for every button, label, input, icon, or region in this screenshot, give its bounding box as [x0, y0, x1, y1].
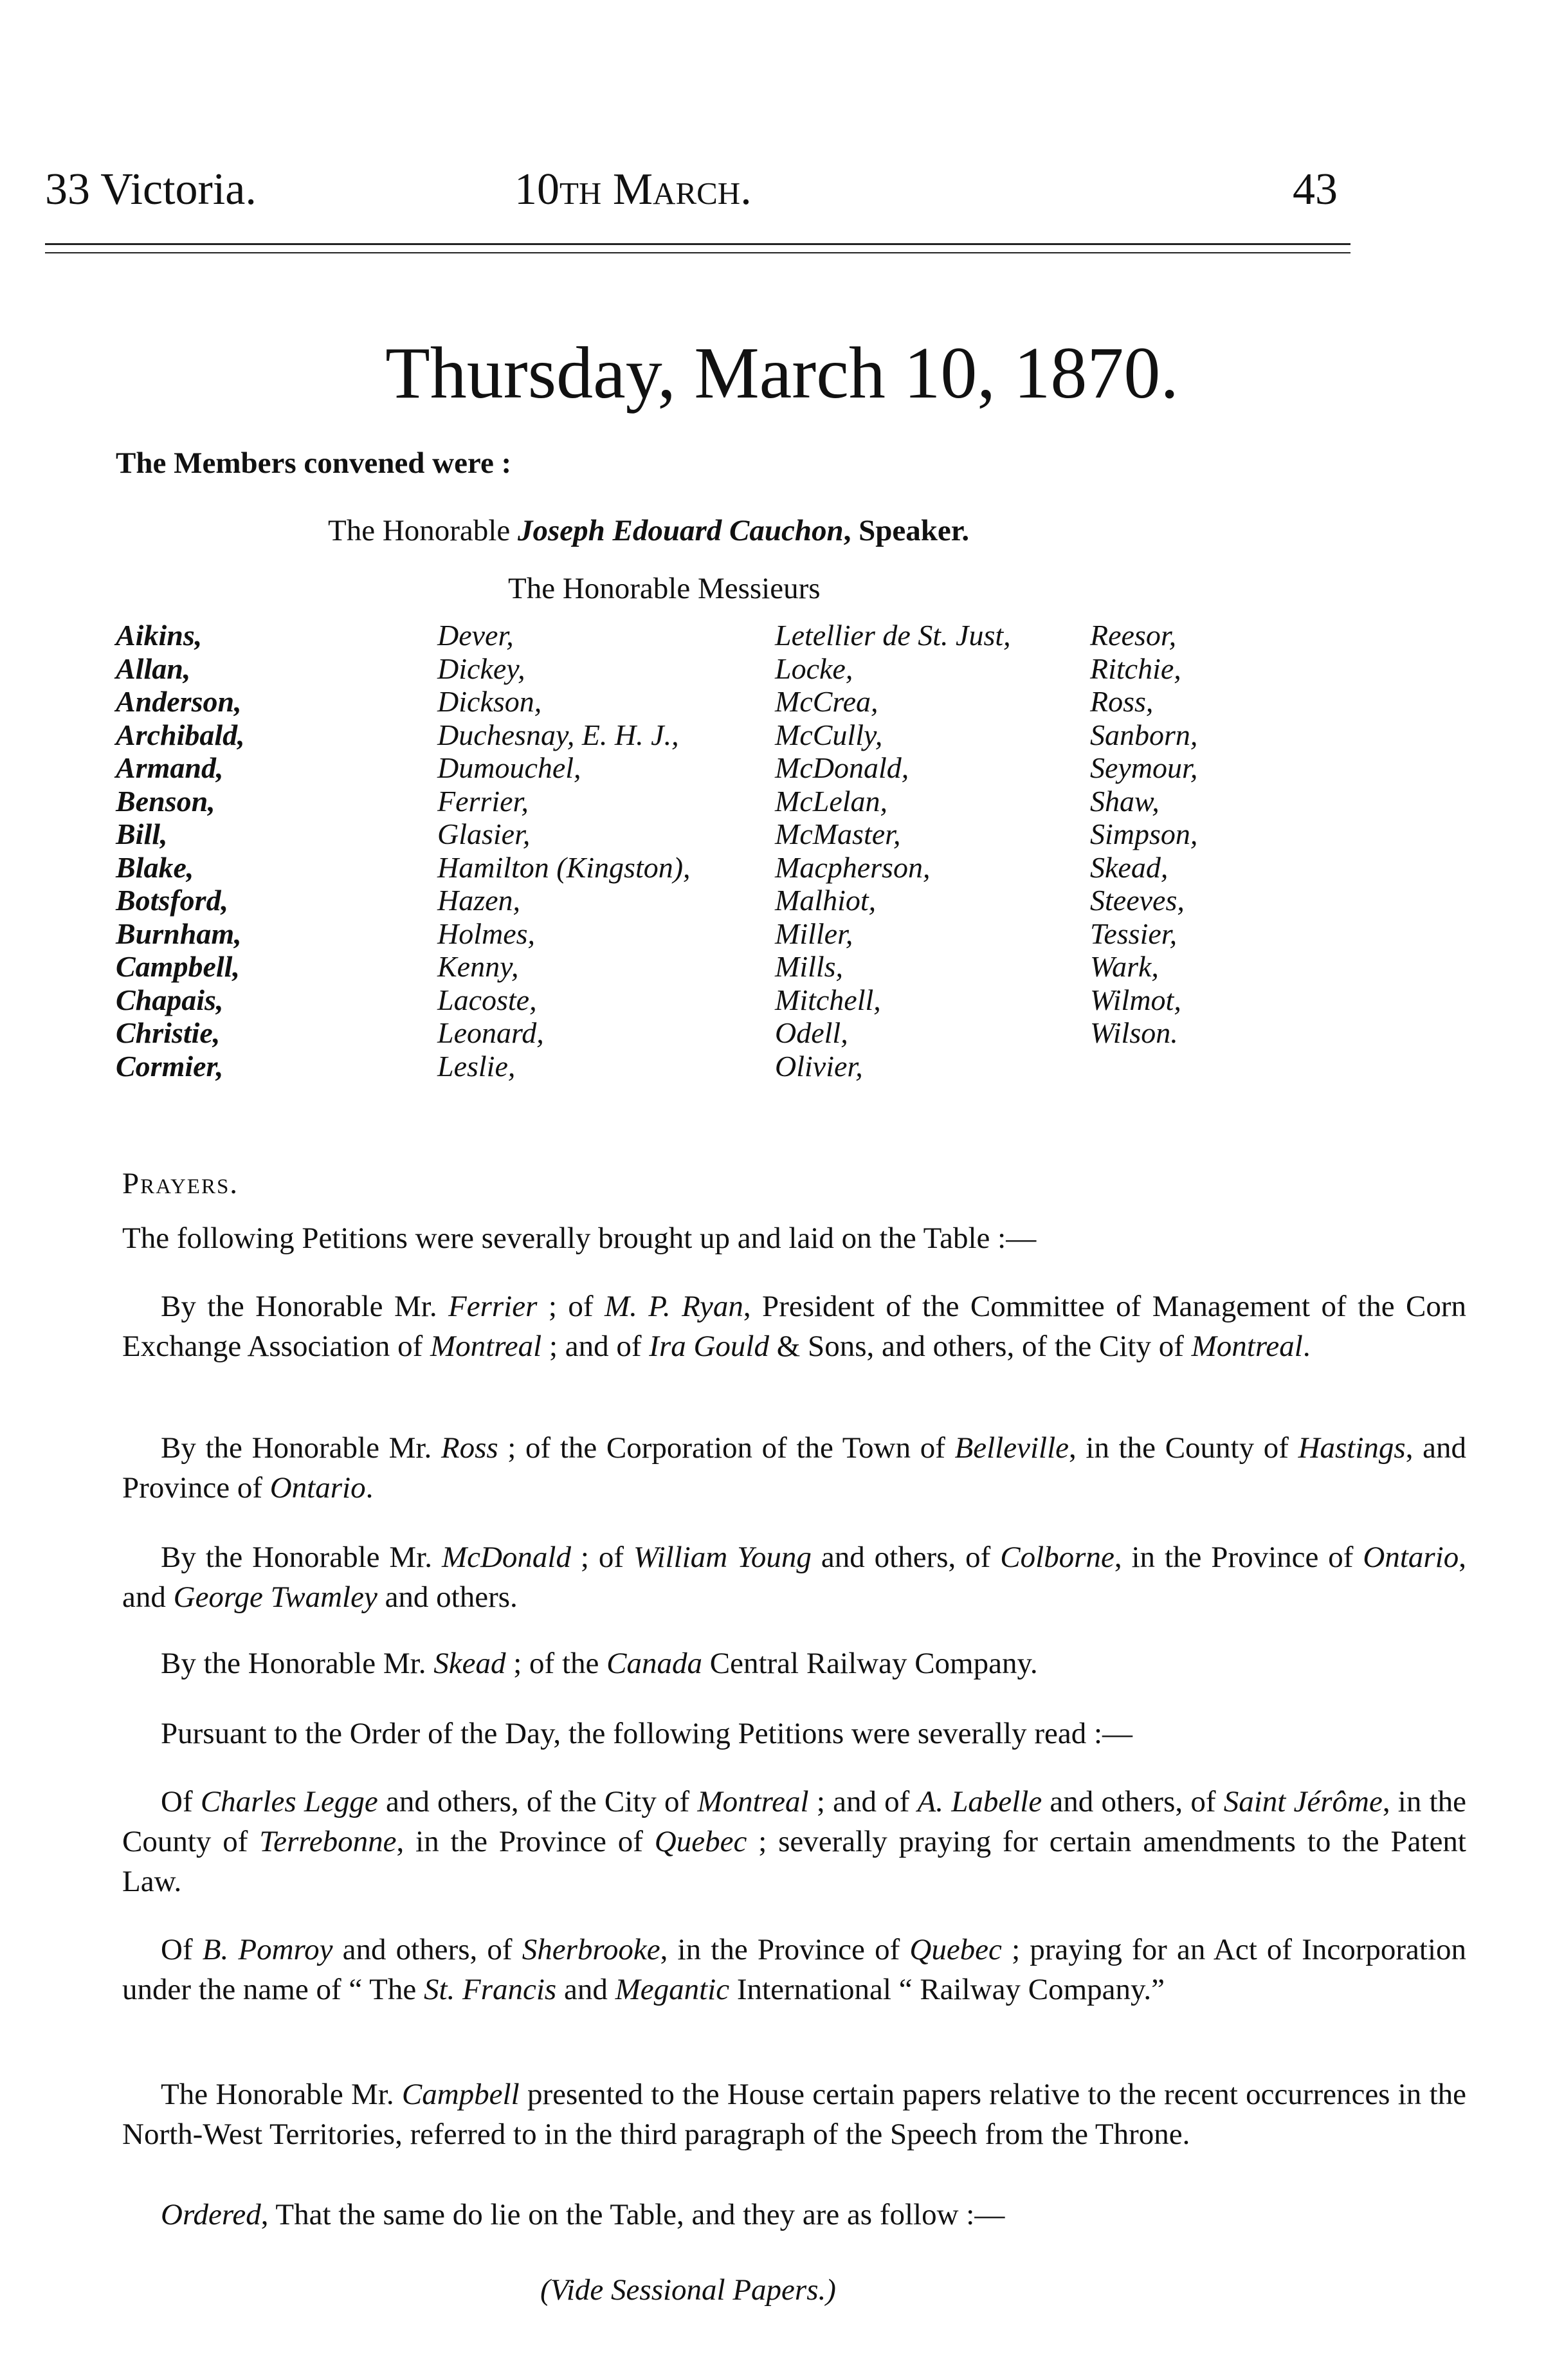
petition-paragraph-skead: By the Honorable Mr. Skead ; of the Canada Central Railway Company.: [161, 1647, 1038, 1680]
petition-paragraph-ross: By the Honorable Mr. Ross ; of the Corporation of the Town of Belleville, in the County of Hastings, and Province of Ontario.: [122, 1431, 1466, 1505]
member-name: Macpherson,: [775, 850, 931, 884]
member-name: McLelan,: [775, 784, 888, 818]
member-name: McMaster,: [775, 818, 901, 850]
member-name: Wark,: [1090, 950, 1159, 983]
header-rule-top: [45, 243, 1350, 245]
vide-sessional-papers: (Vide Sessional Papers.): [540, 2273, 836, 2307]
member-name: Malhiot,: [775, 884, 877, 917]
member-name: McCrea,: [775, 685, 878, 718]
member-name: Ross,: [1090, 685, 1154, 718]
members-convened-line: The Members convened were :: [116, 446, 512, 480]
speaker-suffix: , Speaker.: [843, 514, 970, 547]
speaker-line: [328, 511, 969, 550]
ordered-paragraph: Ordered, That the same do lie on the Table, and they are as follow :—: [161, 2198, 1005, 2231]
members-column-4: [1090, 619, 1197, 1050]
campbell-papers-paragraph: The Honorable Mr. Campbell presented to the House certain papers relative to the recent occurrences in the North-West Territories, referred to in the third paragraph of the Speech from the Throne.: [122, 2078, 1467, 2151]
speaker-name: Joseph Edouard Cauchon: [517, 514, 844, 547]
member-name: Dever,: [437, 619, 514, 652]
member-name: Leslie,: [437, 1049, 516, 1083]
member-name: Kenny,: [437, 950, 519, 983]
running-header-date: 10th March.: [514, 165, 752, 214]
member-name: Reesor,: [1090, 619, 1177, 652]
member-name: Duchesnay, E. H. J.,: [437, 718, 679, 751]
member-name: Armand,: [116, 751, 224, 784]
member-name: Odell,: [775, 1016, 848, 1049]
member-name: Skead,: [1090, 850, 1168, 884]
speaker-prefix: The Honorable: [328, 514, 518, 547]
members-column-1: [116, 619, 245, 1083]
member-name: Lacoste,: [437, 983, 537, 1016]
member-name: Locke,: [775, 652, 853, 685]
member-name: Glasier,: [437, 818, 531, 850]
member-name: Bill,: [116, 818, 168, 850]
member-name: Seymour,: [1090, 751, 1198, 784]
member-name: Miller,: [775, 917, 853, 950]
header-rule-bottom: [45, 252, 1350, 253]
member-name: Holmes,: [437, 917, 536, 950]
member-name: Dickey,: [437, 652, 525, 685]
page-title: Thursday, March 10, 1870.: [385, 332, 1179, 414]
member-name: Leonard,: [437, 1016, 544, 1049]
petitions-brought-line: The following Petitions were severally brought up and laid on the Table :—: [122, 1222, 1037, 1255]
member-name: Letellier de St. Just,: [775, 619, 1011, 652]
prayers-heading: Prayers.: [122, 1167, 239, 1200]
member-name: Aikins,: [116, 619, 203, 652]
member-name: Wilson.: [1090, 1016, 1178, 1049]
member-name: Hazen,: [437, 884, 521, 917]
member-name: Ritchie,: [1090, 652, 1181, 685]
member-name: Olivier,: [775, 1049, 863, 1083]
member-name: Cormier,: [116, 1049, 224, 1083]
member-name: Sanborn,: [1090, 718, 1198, 751]
petition-paragraph-legge: Of Charles Legge and others, of the City of Montreal ; and of A. Labelle and others, of Saint Jérôme, in the County of Terrebonne, in the Province of Quebec ; severally praying for certain amendments to the Patent Law.: [122, 1785, 1467, 1898]
member-name: Dickson,: [437, 685, 542, 718]
members-column-3: [775, 619, 1011, 1083]
member-name: Anderson,: [116, 685, 242, 718]
petition-paragraph-pomroy: Of B. Pomroy and others, of Sherbrooke, in the Province of Quebec ; praying for an Act of Incorporation under the name of “ The St. Francis and Megantic International “ Railway Company.”: [122, 1933, 1467, 2006]
member-name: Christie,: [116, 1016, 221, 1049]
member-name: Mills,: [775, 950, 844, 983]
petition-paragraph-ferrier: By the Honorable Mr. Ferrier ; of M. P. Ryan, President of the Committee of Management of the Corn Exchange Association of Montreal ; and of Ira Gould & Sons, and others, of the City of Montreal.: [122, 1290, 1467, 1363]
messieurs-heading: The Honorable Messieurs: [508, 572, 821, 605]
member-name: Ferrier,: [437, 784, 529, 818]
member-name: Burnham,: [116, 917, 242, 950]
member-name: Allan,: [116, 652, 191, 685]
member-name: Botsford,: [116, 884, 229, 917]
member-name: Mitchell,: [775, 983, 881, 1016]
page-number: 43: [1293, 165, 1338, 214]
member-name: Campbell,: [116, 950, 240, 983]
members-column-2: [437, 619, 691, 1083]
member-name: Shaw,: [1090, 784, 1159, 818]
member-name: Chapais,: [116, 983, 224, 1016]
running-header-session: 33 Victoria.: [45, 165, 257, 214]
member-name: McDonald,: [775, 751, 909, 784]
member-name: Steeves,: [1090, 884, 1185, 917]
member-name: Hamilton (Kingston),: [437, 850, 691, 884]
member-name: Simpson,: [1090, 818, 1198, 850]
member-name: Blake,: [116, 850, 194, 884]
member-name: Wilmot,: [1090, 983, 1181, 1016]
member-name: Dumouchel,: [437, 751, 581, 784]
petition-paragraph-mcdonald: By the Honorable Mr. McDonald ; of William Young and others, of Colborne, in the Province of Ontario, and George Twamley and others.: [122, 1541, 1466, 1614]
member-name: Tessier,: [1090, 917, 1178, 950]
member-name: Archibald,: [116, 718, 245, 751]
member-name: McCully,: [775, 718, 883, 751]
pursuant-line: Pursuant to the Order of the Day, the following Petitions were severally read :—: [161, 1717, 1132, 1750]
member-name: Benson,: [116, 784, 215, 818]
